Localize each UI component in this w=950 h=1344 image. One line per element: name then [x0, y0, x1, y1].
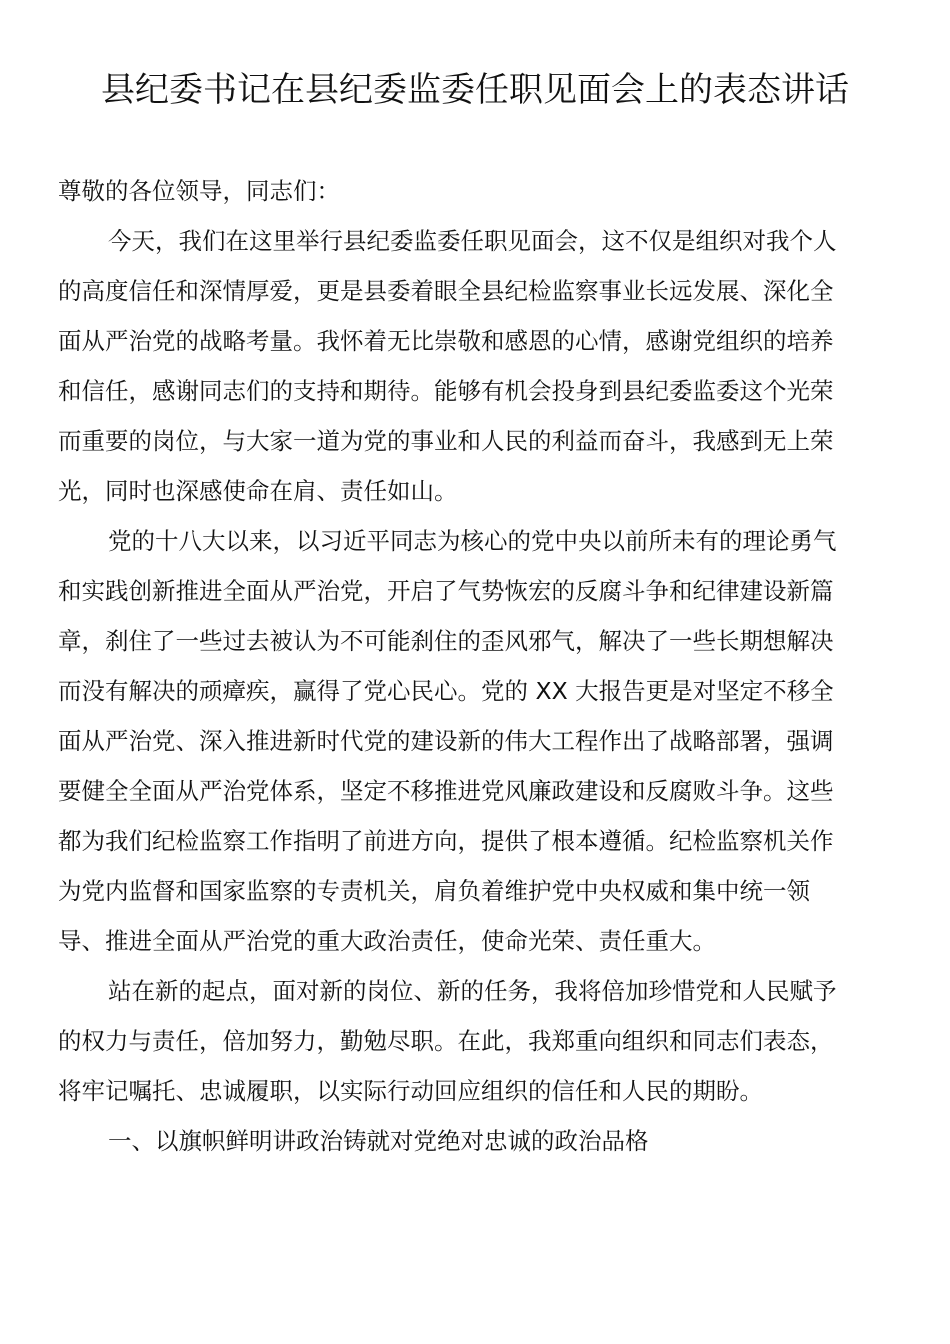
paragraph-line: 面从严治党的战略考量。我怀着无比崇敬和感恩的心情，感谢党组织的培养 [58, 327, 834, 355]
paragraph-line: 的高度信任和深情厚爱，更是县委着眼全县纪检监察事业长远发展、深化全 [58, 277, 834, 305]
paragraph-line: 光，同时也深感使命在肩、责任如山。 [58, 477, 458, 505]
paragraph-line: 的权力与责任，倍加努力，勤勉尽职。在此，我郑重向组织和同志们表态， [58, 1027, 834, 1055]
paragraph-3 [58, 966, 878, 1116]
paragraph-line: 和信任，感谢同志们的支持和期待。能够有机会投身到县纪委监委这个光荣 [58, 377, 834, 405]
paragraph-line: 面从严治党、深入推进新时代党的建设新的伟大工程作出了战略部署，强调 [58, 727, 834, 755]
paragraph-line: 为党内监督和国家监察的专责机关，肩负着维护党中央权威和集中统一领 [58, 877, 810, 905]
paragraph-line: 导、推进全面从严治党的重大政治责任，使命光荣、责任重大。 [58, 927, 716, 955]
paragraph-line: 今天，我们在这里举行县纪委监委任职见面会，这不仅是组织对我个人 [108, 227, 837, 255]
paragraph-line: 而重要的岗位，与大家一道为党的事业和人民的利益而奋斗，我感到无上荣 [58, 427, 834, 455]
document-body [58, 166, 878, 1166]
salutation: 尊敬的各位领导，同志们： [58, 177, 340, 205]
paragraph-line: 要健全全面从严治党体系，坚定不移推进党风廉政建设和反腐败斗争。这些 [58, 777, 834, 805]
paragraph-line: 党的十八大以来，以习近平同志为核心的党中央以前所未有的理论勇气 [108, 527, 837, 555]
paragraph-line: 站在新的起点，面对新的岗位、新的任务，我将倍加珍惜党和人民赋予 [108, 977, 837, 1005]
paragraph-line: 而没有解决的顽瘴疾，赢得了党心民心。党的 XX 大报告更是对坚定不移全 [58, 677, 834, 705]
paragraph-line: 章，刹住了一些过去被认为不可能刹住的歪风邪气，解决了一些长期想解决 [58, 627, 834, 655]
paragraph-line: 将牢记嘱托、忠诚履职，以实际行动回应组织的信任和人民的期盼。 [58, 1077, 763, 1105]
paragraph-line: 都为我们纪检监察工作指明了前进方向，提供了根本遵循。纪检监察机关作 [58, 827, 834, 855]
paragraph-2 [58, 516, 878, 966]
document-title: 县纪委书记在县纪委监委任职见面会上的表态讲话 [101, 70, 849, 110]
paragraph-line: 和实践创新推进全面从严治党，开启了气势恢宏的反腐斗争和纪律建设新篇 [58, 577, 834, 605]
section-heading: 一、以旗帜鲜明讲政治铸就对党绝对忠诚的政治品格 [108, 1127, 649, 1155]
paragraph-1 [58, 216, 878, 516]
